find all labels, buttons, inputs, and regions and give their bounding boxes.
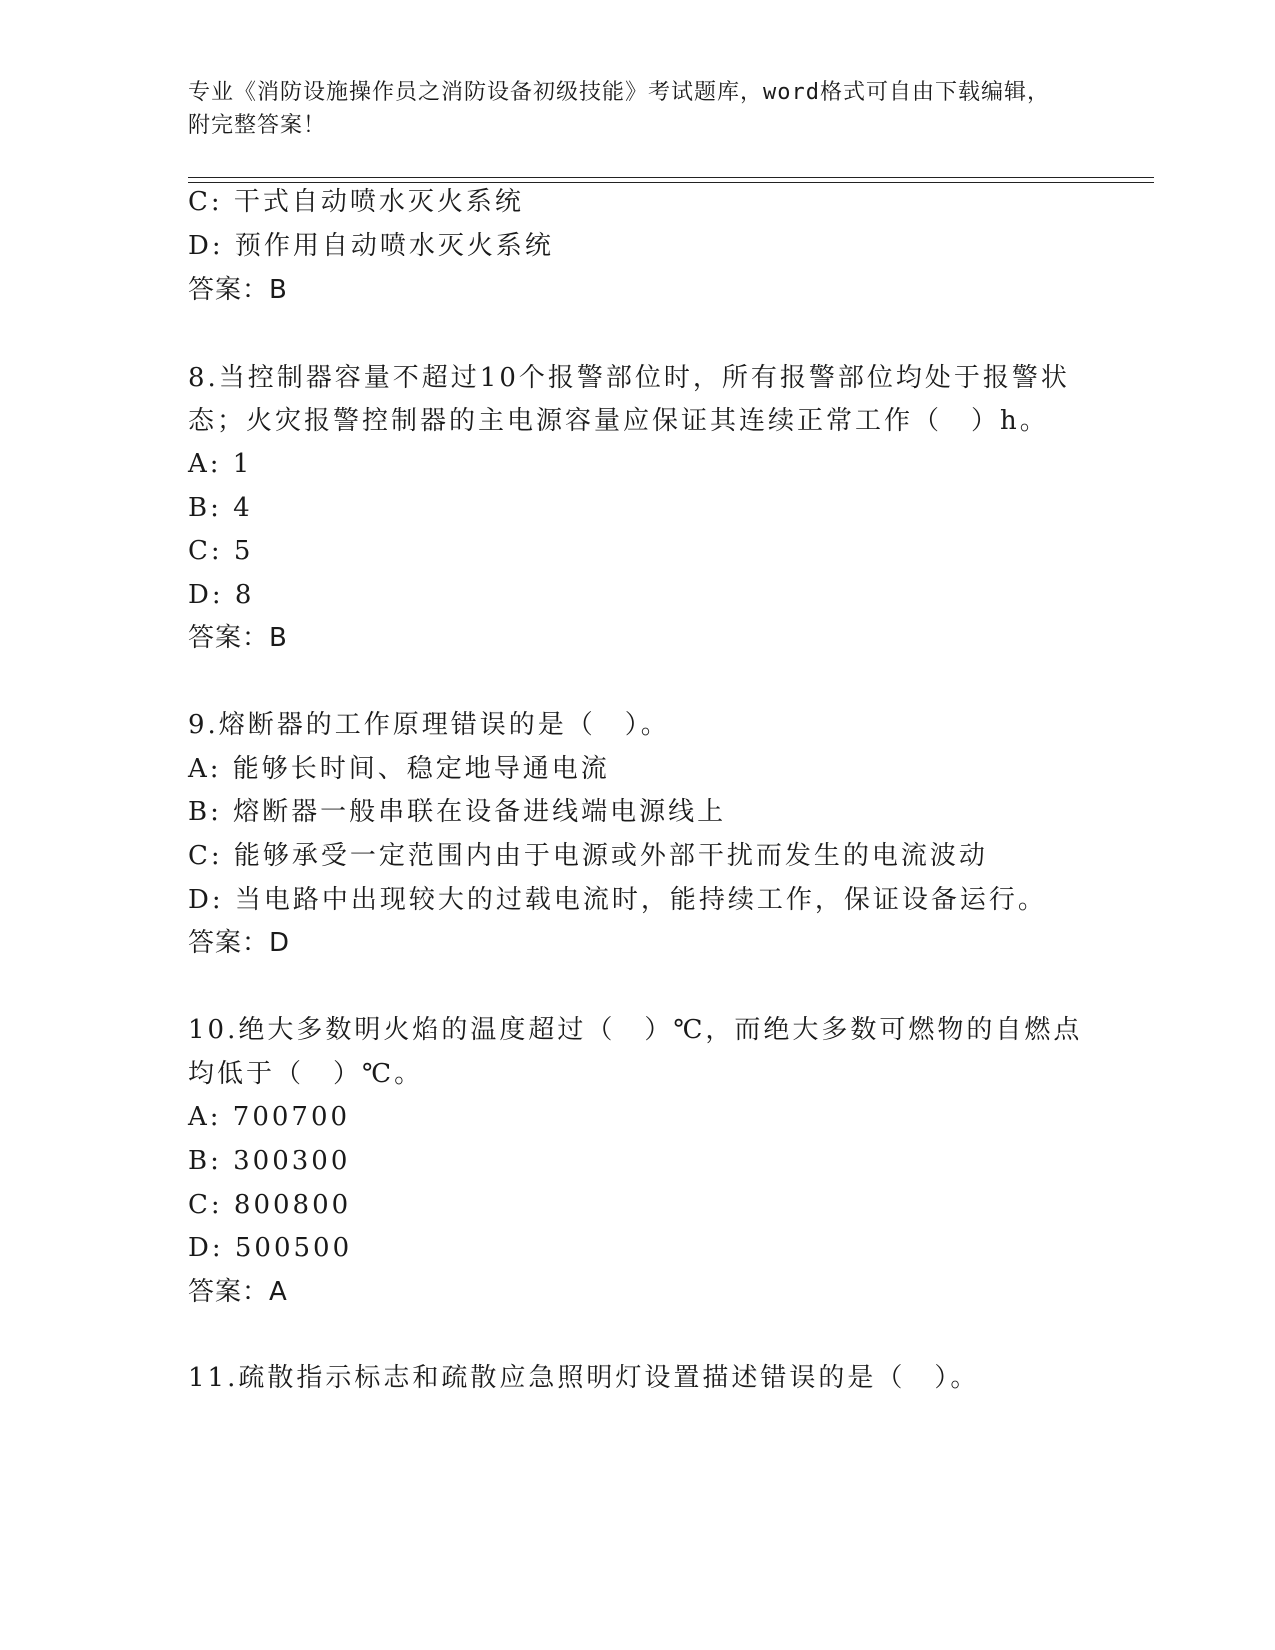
q9-option-c: C: 能够承受一定范围内由于电源或外部干扰而发生的电流波动 xyxy=(188,841,988,871)
q10-option-b: B: 300300 xyxy=(188,1146,351,1176)
q9-option-a: A: 能够长时间、稳定地导通电流 xyxy=(188,754,610,784)
q8-option-d: D: 8 xyxy=(188,580,255,610)
q9-answer: 答案：D xyxy=(188,928,291,958)
q10-answer: 答案：A xyxy=(188,1277,288,1307)
q8-option-a: A: 1 xyxy=(188,449,253,479)
header-divider-top xyxy=(188,177,1154,178)
q8-stem-line2: 态；火灾报警控制器的主电源容量应保证其连续正常工作（ ）h。 xyxy=(188,406,1049,436)
q9-stem: 9.熔断器的工作原理错误的是（ ）。 xyxy=(188,710,670,740)
q8-option-b: B: 4 xyxy=(188,493,253,523)
q9-option-b: B: 熔断器一般串联在设备进线端电源线上 xyxy=(188,797,727,827)
q8-answer: 答案：B xyxy=(188,623,288,653)
q10-option-c: C: 800800 xyxy=(188,1190,352,1220)
q10-stem-line1: 10.绝大多数明火焰的温度超过（ ）℃，而绝大多数可燃物的自燃点 xyxy=(188,1015,1083,1045)
document-header: 专业《消防设施操作员之消防设备初级技能》考试题库，word格式可自由下载编辑，附完整答案！ xyxy=(188,80,1050,138)
header-divider-bottom xyxy=(188,182,1154,183)
q10-stem-line2: 均低于（ ）℃。 xyxy=(188,1059,424,1089)
q11-stem: 11.疏散指示标志和疏散应急照明灯设置描述错误的是（ ）。 xyxy=(188,1363,980,1393)
q10-option-a: A: 700700 xyxy=(188,1102,351,1132)
q7-option-c: C: 干式自动喷水灭火系统 xyxy=(188,187,524,217)
q8-stem-line1: 8.当控制器容量不超过10个报警部位时，所有报警部位均处于报警状 xyxy=(188,363,1070,393)
q7-answer: 答案：B xyxy=(188,275,288,305)
q8-option-c: C: 5 xyxy=(188,536,254,566)
q10-option-d: D: 500500 xyxy=(188,1233,353,1263)
q9-option-d: D: 当电路中出现较大的过载电流时，能持续工作，保证设备运行。 xyxy=(188,885,1047,915)
q7-option-d: D: 预作用自动喷水灭火系统 xyxy=(188,231,554,261)
